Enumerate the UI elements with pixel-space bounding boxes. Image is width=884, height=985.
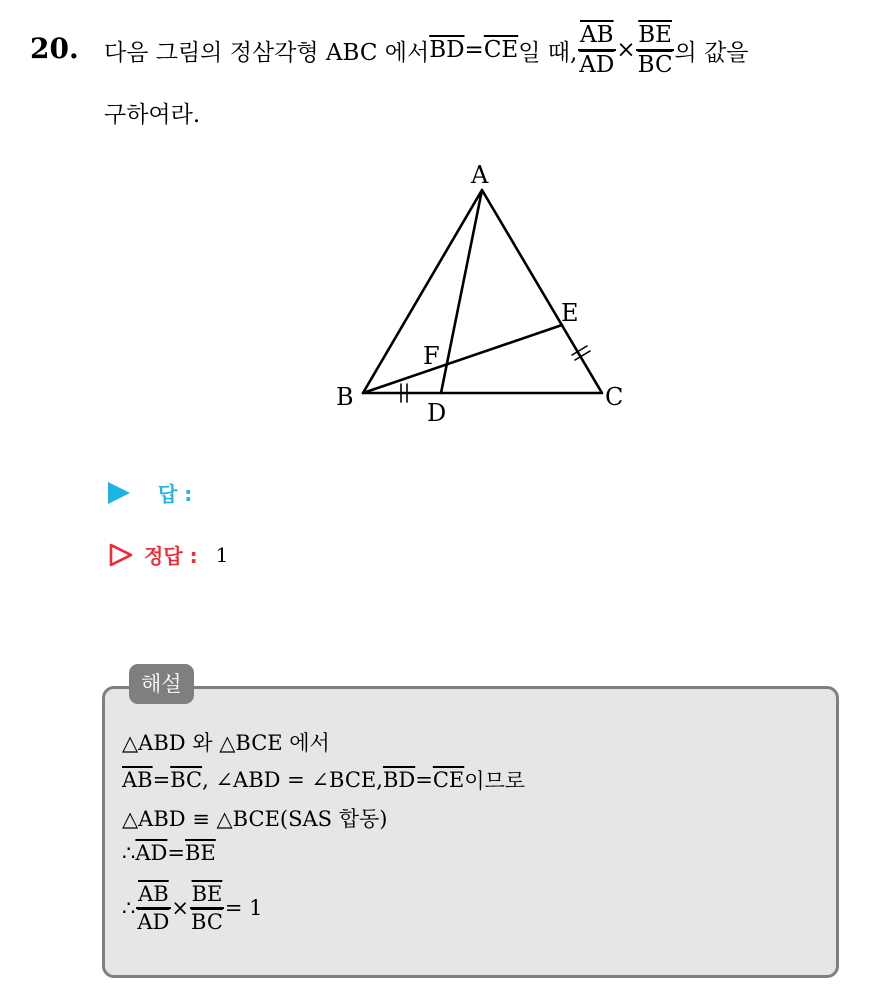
solution-line-3: △ABD ≡ △BCE(SAS 합동) — [122, 807, 388, 831]
label-c: C — [605, 383, 624, 411]
result: = 1 — [224, 896, 263, 920]
label-b: B — [336, 383, 354, 411]
angle-statement: , ∠ABD = ∠BCE, — [202, 768, 383, 792]
solution-line-2 — [122, 765, 525, 795]
correct-answer-value: 1 — [215, 542, 229, 567]
segment-bc: $\overline{BC}$ — [170, 768, 203, 792]
segment-bd: $\overline{BD}$ — [429, 37, 465, 63]
segment-bd: $\overline{BD}$ — [382, 768, 416, 792]
question-text-before: 다음 그림의 정삼각형 ABC 에서 — [104, 39, 430, 66]
segment-ad: $\overline{AD}$ — [135, 841, 168, 865]
play-arrow-icon — [108, 482, 130, 504]
question-line-2: 구하여라. — [104, 102, 201, 128]
label-d: D — [427, 399, 447, 427]
triangle-figure — [325, 155, 635, 435]
fraction-numerator: $\overline{AB}$ — [580, 21, 614, 48]
outline-arrow-icon — [108, 543, 134, 567]
solution-line-2-end: 이므로 — [464, 769, 526, 793]
label-a: A — [471, 161, 489, 189]
therefore-sign: ∴ — [122, 896, 136, 920]
fraction-denominator: AD — [579, 52, 615, 78]
segment-be: $\overline{BE}$ — [185, 841, 216, 865]
question-line-1 — [104, 18, 749, 82]
therefore-sign: ∴ — [122, 841, 136, 865]
fraction-ab-over-ad — [577, 23, 616, 77]
solution-tab: 해설 — [129, 664, 194, 704]
segment-ce: $\overline{CE}$ — [432, 768, 465, 792]
segment-ab: $\overline{AB}$ — [122, 768, 153, 792]
answer-row — [108, 478, 192, 507]
solution-line-5 — [122, 877, 263, 939]
fraction-ab-over-ad — [135, 883, 171, 933]
equals-sign: = — [415, 768, 433, 792]
fraction-denominator: BC — [191, 910, 223, 934]
equals-sign: = — [167, 841, 185, 865]
fraction-numerator: $\overline{BE}$ — [638, 21, 672, 48]
segment-ce: $\overline{CE}$ — [483, 37, 519, 63]
solution-box — [102, 686, 839, 978]
fraction-denominator: AD — [137, 910, 170, 934]
fraction-be-over-bc — [636, 23, 675, 77]
times-sign: × — [616, 37, 636, 63]
triangle-abc — [363, 190, 602, 393]
solution-line-4 — [122, 841, 216, 865]
correct-answer-row — [108, 540, 228, 569]
label-f: F — [423, 342, 440, 370]
solution-line-1: △ABD 와 △BCE 에서 — [122, 731, 330, 755]
fraction-numerator: $\overline{AB}$ — [138, 881, 169, 906]
fraction-be-over-bc — [189, 883, 225, 933]
fraction-numerator: $\overline{BE}$ — [191, 881, 223, 906]
equals-sign: = — [152, 768, 171, 792]
question-number: 20. — [30, 32, 79, 65]
question-text-mid: 일 때, — [518, 39, 578, 66]
correct-answer-label: 정답 : — [144, 544, 198, 568]
label-e: E — [561, 299, 579, 327]
answer-label: 답 : — [158, 482, 193, 506]
question-text-after: 의 값을 — [674, 39, 749, 66]
times-sign: × — [171, 896, 189, 920]
equals-sign: = — [464, 37, 484, 63]
fraction-denominator: BC — [637, 52, 673, 78]
segment-be — [363, 325, 562, 393]
segment-ad — [441, 190, 482, 393]
